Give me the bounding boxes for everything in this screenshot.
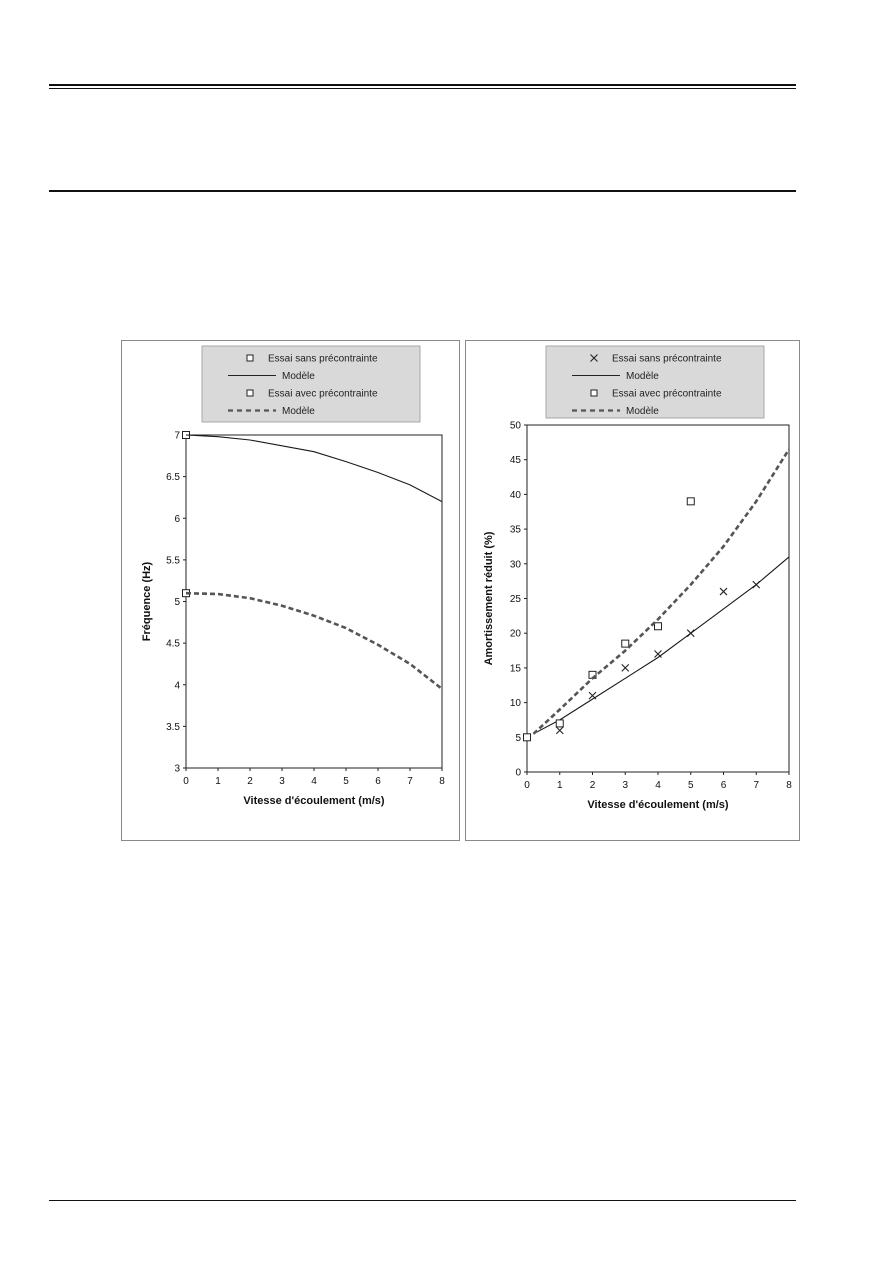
x-tick-label: 1 <box>215 776 221 787</box>
model-line-solid <box>186 435 442 502</box>
model-line-solid <box>534 557 790 734</box>
legend-label: Essai sans précontrainte <box>612 353 722 365</box>
y-tick-label: 3 <box>174 763 180 775</box>
y-tick-label: 35 <box>509 524 521 536</box>
data-point-x <box>720 588 727 595</box>
header-rule-top <box>49 84 796 86</box>
y-tick-label: 30 <box>509 559 521 571</box>
data-point-x <box>556 727 563 734</box>
x-tick-label: 8 <box>439 776 445 787</box>
y-tick-label: 6.5 <box>166 472 180 484</box>
y-tick-label: 5 <box>174 597 180 608</box>
x-tick-label: 3 <box>279 776 285 787</box>
data-point-x <box>655 651 662 658</box>
x-tick-label: 6 <box>720 780 727 791</box>
x-tick-label: 2 <box>247 776 253 787</box>
y-tick-label: 40 <box>509 489 521 501</box>
y-tick-label: 50 <box>509 420 521 432</box>
x-tick-label: 1 <box>556 780 563 791</box>
y-axis-label: Amortissement réduit (%) <box>483 531 495 666</box>
legend-marker-square <box>591 390 597 396</box>
model-line-dashed <box>186 593 442 689</box>
y-tick-label: 15 <box>509 663 521 675</box>
x-tick-label: 7 <box>753 780 760 791</box>
legend-label: Modèle <box>626 371 659 382</box>
legend-label: Modèle <box>626 406 659 417</box>
y-tick-label: 0 <box>515 767 521 779</box>
y-tick-label: 6 <box>174 513 180 525</box>
y-tick-label: 45 <box>509 455 521 467</box>
data-point-square <box>556 720 563 727</box>
y-tick-label: 4 <box>174 680 180 692</box>
frequency-chart-panel <box>121 340 460 841</box>
legend-label: Essai sans précontrainte <box>268 353 378 365</box>
legend-label: Modèle <box>282 406 315 417</box>
y-tick-label: 5 <box>515 732 521 744</box>
footer-rule <box>49 1200 796 1201</box>
x-tick-label: 0 <box>183 776 189 787</box>
y-axis-label: Fréquence (Hz) <box>141 561 153 642</box>
plot-area <box>186 435 442 768</box>
x-tick-label: 4 <box>655 780 661 791</box>
y-tick-label: 25 <box>509 594 521 605</box>
damping-chart <box>466 341 799 840</box>
x-tick-label: 6 <box>375 776 381 787</box>
x-tick-label: 2 <box>589 780 596 791</box>
legend-label: Essai avec précontrainte <box>268 388 378 400</box>
x-tick-label: 3 <box>622 780 629 791</box>
y-tick-label: 10 <box>509 698 521 710</box>
data-point-square <box>622 640 629 647</box>
legend-label: Modèle <box>282 371 315 382</box>
plot-area <box>527 425 789 772</box>
legend-marker-square <box>247 355 253 361</box>
header-rule-bottom <box>49 190 796 192</box>
y-tick-label: 7 <box>174 430 180 442</box>
data-point-x <box>622 664 629 671</box>
y-tick-label: 3.5 <box>166 721 180 733</box>
damping-chart-panel <box>465 340 800 841</box>
legend-label: Essai avec précontrainte <box>612 388 722 400</box>
x-tick-label: 5 <box>343 776 349 787</box>
y-tick-label: 20 <box>509 628 521 640</box>
header-rule-top-thin <box>49 88 796 89</box>
x-axis-label: Vitesse d'écoulement (m/s) <box>243 795 385 807</box>
data-point-square <box>655 623 662 630</box>
y-tick-label: 4.5 <box>166 638 180 650</box>
model-line-dashed <box>534 449 790 734</box>
x-tick-label: 0 <box>524 780 530 791</box>
frequency-chart <box>122 341 459 840</box>
data-point-square <box>687 498 694 505</box>
x-tick-label: 7 <box>407 776 413 787</box>
y-tick-label: 5.5 <box>166 555 180 567</box>
x-tick-label: 8 <box>786 780 792 791</box>
x-axis-label: Vitesse d'écoulement (m/s) <box>587 799 729 811</box>
x-tick-label: 5 <box>687 780 694 791</box>
x-tick-label: 4 <box>311 776 317 787</box>
data-point-square <box>524 734 531 741</box>
legend-marker-square <box>247 390 253 396</box>
